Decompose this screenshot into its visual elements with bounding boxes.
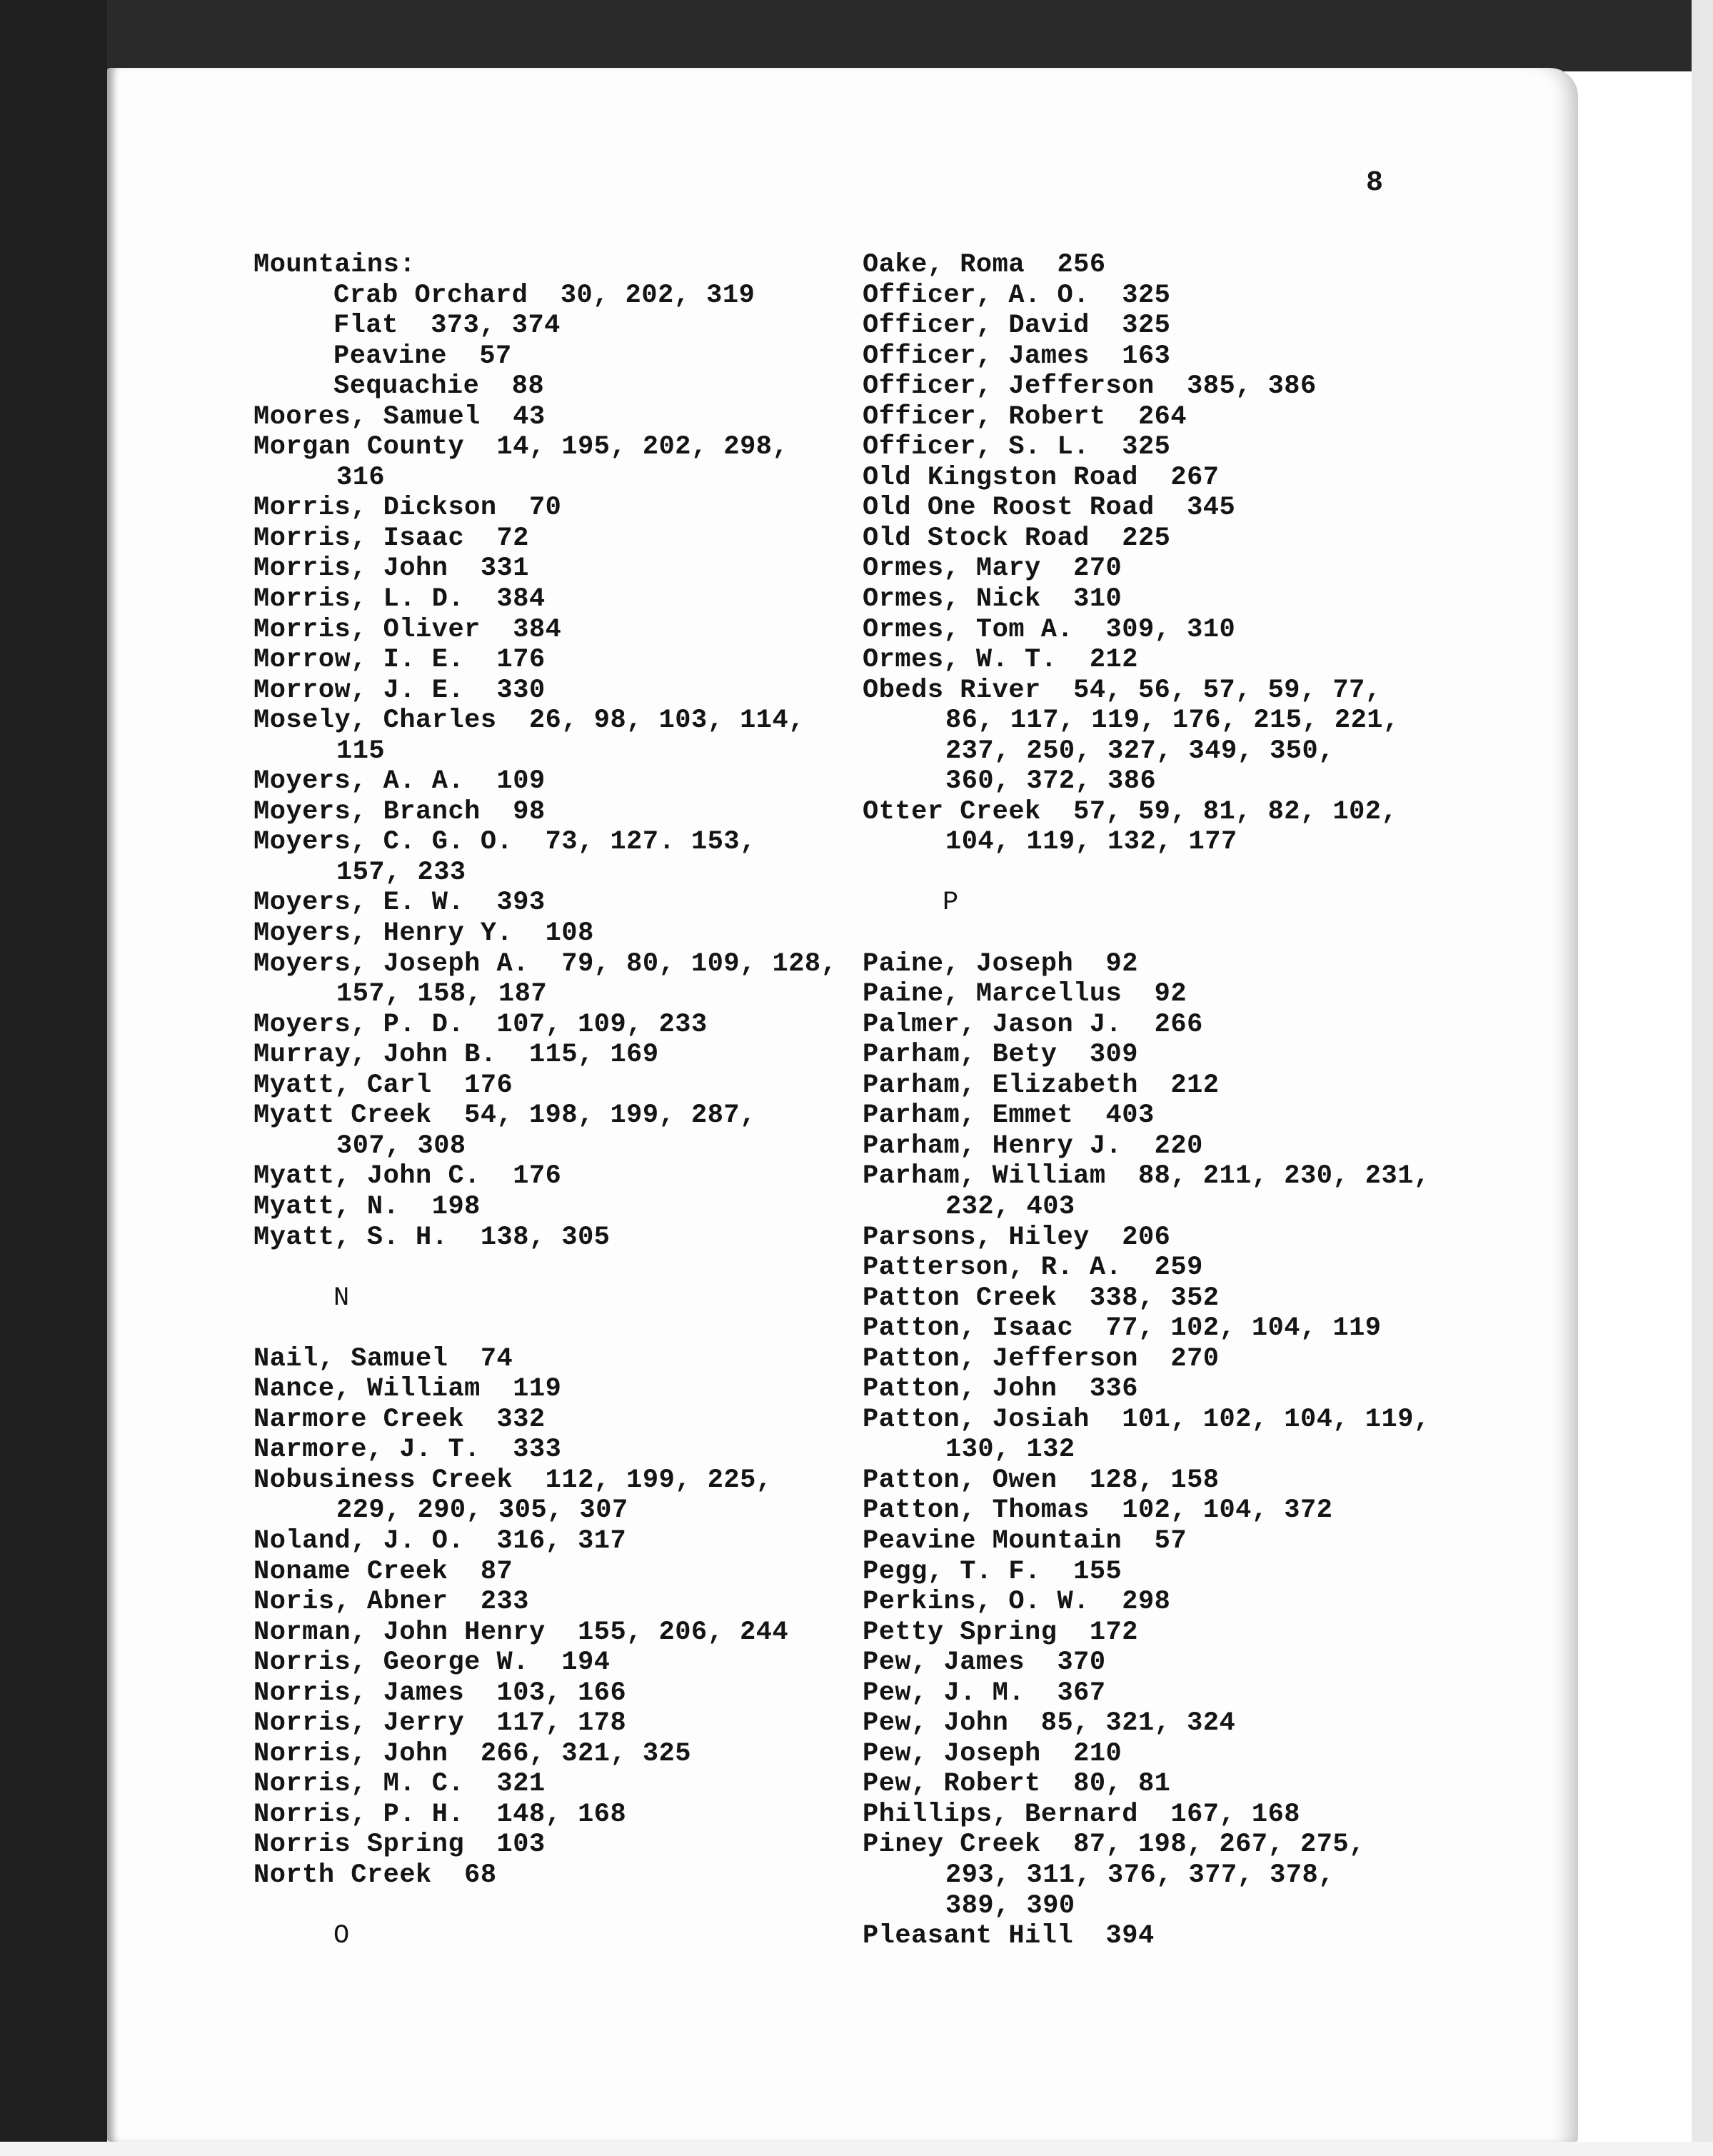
index-entry-continuation: 157, 233 [336, 857, 466, 888]
index-entry-continuation: 316 [336, 462, 386, 493]
index-entry: Phillips, Bernard 167, 168 [863, 1799, 1300, 1830]
index-entry: Mosely, Charles 26, 98, 103, 114, [253, 706, 805, 736]
index-entry: Parsons, Hiley 206 [863, 1222, 1171, 1253]
index-entry: Perkins, O. W. 298 [863, 1587, 1171, 1618]
page-number: 8 [1366, 167, 1384, 199]
index-entry: Peavine Mountain 57 [863, 1525, 1187, 1556]
index-entry: Oake, Roma 256 [863, 250, 1106, 280]
index-entry: Parham, William 88, 211, 230, 231, [863, 1161, 1430, 1192]
index-entry: Old Stock Road 225 [863, 523, 1171, 553]
index-entry: Patton, Thomas 102, 104, 372 [863, 1495, 1333, 1526]
blank-line [863, 918, 1430, 949]
index-entry: Pew, Joseph 210 [863, 1738, 1122, 1769]
index-entry: Moyers, P. D. 107, 109, 233 [253, 1009, 708, 1040]
index-entry-continuation: 360, 372, 386 [945, 766, 1157, 797]
index-entry: Norris, John 266, 321, 325 [253, 1738, 691, 1769]
index-entry-continuation: 229, 290, 305, 307 [336, 1495, 628, 1526]
index-entry: Patton, Josiah 101, 102, 104, 119, [863, 1404, 1430, 1435]
index-entry: Ormes, Tom A. 309, 310 [863, 614, 1236, 645]
index-entry: North Creek 68 [253, 1860, 497, 1890]
index-entry: Piney Creek 87, 198, 267, 275, [863, 1830, 1365, 1860]
index-entry: Parham, Elizabeth 212 [863, 1070, 1220, 1100]
index-entry: Moyers, Joseph A. 79, 80, 109, 128, [253, 948, 838, 979]
blank-line [863, 858, 1430, 888]
index-entry: Petty Spring 172 [863, 1617, 1138, 1648]
index-entry: Mountains: [253, 250, 416, 280]
index-entry: Moyers, Henry Y. 108 [253, 918, 594, 949]
index-entry: Parham, Bety 309 [863, 1040, 1138, 1071]
index-entry-continuation: 389, 390 [945, 1890, 1075, 1921]
index-subentry: Peavine 57 [333, 341, 512, 371]
index-entry: Pegg, T. F. 155 [863, 1556, 1122, 1587]
scan-border-bottom [0, 2142, 1713, 2156]
index-entry: Narmore Creek 332 [253, 1404, 546, 1435]
index-entry: Norris Spring 103 [253, 1830, 546, 1860]
index-entry: Noname Creek 87 [253, 1556, 513, 1587]
index-entry: Patterson, R. A. 259 [863, 1253, 1203, 1283]
index-entry: Pew, James 370 [863, 1648, 1106, 1678]
index-entry: Norman, John Henry 155, 206, 244 [253, 1617, 789, 1648]
index-entry: Morris, Isaac 72 [253, 523, 529, 553]
index-entry: Morrow, J. E. 330 [253, 675, 546, 706]
index-entry: Paine, Joseph 92 [863, 948, 1138, 979]
index-entry-continuation: 130, 132 [945, 1435, 1075, 1465]
index-entry: Morris, Dickson 70 [253, 493, 562, 523]
index-entry: Otter Creek 57, 59, 81, 82, 102, [863, 796, 1398, 827]
index-entry: Moyers, Branch 98 [253, 796, 546, 827]
section-letter-heading: P [943, 888, 959, 918]
section-letter-heading: N [333, 1283, 350, 1313]
index-entry: Pleasant Hill 394 [863, 1921, 1155, 1952]
index-entry: Patton Creek 338, 352 [863, 1283, 1220, 1313]
index-entry: Pew, J. M. 367 [863, 1678, 1106, 1708]
index-entry: Murray, John B. 115, 169 [253, 1040, 659, 1071]
blank-line [253, 1891, 837, 1922]
index-entry: Officer, S. L. 325 [863, 432, 1171, 463]
scan-border-left [0, 0, 107, 2156]
index-entry: Morgan County 14, 195, 202, 298, [253, 432, 789, 463]
index-entry: Pew, John 85, 321, 324 [863, 1708, 1236, 1739]
index-entry: Officer, David 325 [863, 311, 1171, 341]
index-entry: Narmore, J. T. 333 [253, 1435, 562, 1465]
index-entry: Myatt, Carl 176 [253, 1070, 513, 1100]
index-entry-continuation: 307, 308 [336, 1130, 466, 1161]
index-entry: Old Kingston Road 267 [863, 462, 1220, 493]
index-entry: Patton, Jefferson 270 [863, 1343, 1220, 1374]
index-entry: Old One Roost Road 345 [863, 493, 1236, 523]
index-entry-continuation: 157, 158, 187 [336, 979, 548, 1010]
index-entry: Myatt, John C. 176 [253, 1161, 562, 1192]
index-entry: Noland, J. O. 316, 317 [253, 1525, 627, 1556]
blank-line [253, 1313, 837, 1344]
index-entry: Moyers, A. A. 109 [253, 766, 546, 797]
index-entry: Paine, Marcellus 92 [863, 979, 1187, 1010]
index-entry: Myatt, S. H. 138, 305 [253, 1222, 611, 1253]
index-entry: Ormes, W. T. 212 [863, 645, 1138, 676]
index-entry: Officer, James 163 [863, 341, 1171, 371]
index-entry: Moores, Samuel 43 [253, 401, 546, 432]
index-entry: Morris, Oliver 384 [253, 614, 562, 645]
index-entry: Officer, Jefferson 385, 386 [863, 371, 1317, 402]
index-entry: Norris, George W. 194 [253, 1648, 611, 1678]
index-entry-continuation: 86, 117, 119, 176, 215, 221, [945, 706, 1400, 736]
index-subentry: Crab Orchard 30, 202, 319 [333, 280, 755, 311]
index-entry: Patton, Isaac 77, 102, 104, 119 [863, 1313, 1382, 1344]
blank-line [253, 1253, 837, 1283]
scan-border-top [0, 0, 1713, 71]
index-entry-continuation: 232, 403 [945, 1191, 1075, 1222]
index-entry: Obeds River 54, 56, 57, 59, 77, [863, 675, 1382, 706]
index-entry: Norris, James 103, 166 [253, 1678, 627, 1708]
index-entry: Norris, M. C. 321 [253, 1769, 546, 1800]
index-subentry: Flat 373, 374 [333, 311, 561, 341]
index-entry: Nance, William 119 [253, 1374, 562, 1405]
index-entry-continuation: 293, 311, 376, 377, 378, [945, 1860, 1335, 1890]
scan-border-right [1692, 0, 1713, 2156]
index-entry: Ormes, Nick 310 [863, 584, 1122, 615]
index-column-right [863, 250, 1430, 1952]
index-entry: Myatt Creek 54, 198, 199, 287, [253, 1100, 756, 1131]
index-entry-continuation: 237, 250, 327, 349, 350, [945, 736, 1335, 766]
index-entry: Morrow, I. E. 176 [253, 645, 546, 676]
index-entry: Parham, Henry J. 220 [863, 1130, 1203, 1161]
index-entry-continuation: 104, 119, 132, 177 [945, 827, 1237, 858]
index-subentry: Sequachie 88 [333, 371, 545, 402]
index-entry: Officer, A. O. 325 [863, 280, 1171, 311]
index-entry: Norris, P. H. 148, 168 [253, 1799, 627, 1830]
section-letter-heading: O [333, 1921, 350, 1952]
index-entry: Pew, Robert 80, 81 [863, 1769, 1171, 1800]
index-entry: Nail, Samuel 74 [253, 1343, 513, 1374]
index-column-left [253, 250, 837, 1952]
index-entry: Morris, John 331 [253, 553, 529, 584]
index-entry: Moyers, E. W. 393 [253, 888, 546, 918]
index-entry: Nobusiness Creek 112, 199, 225, [253, 1465, 773, 1495]
index-entry: Ormes, Mary 270 [863, 553, 1122, 584]
index-entry: Patton, Owen 128, 158 [863, 1465, 1220, 1495]
index-entry: Officer, Robert 264 [863, 401, 1187, 432]
index-entry: Parham, Emmet 403 [863, 1100, 1155, 1131]
index-entry-continuation: 115 [336, 736, 386, 766]
index-entry: Moyers, C. G. O. 73, 127. 153, [253, 827, 756, 858]
index-entry: Noris, Abner 233 [253, 1587, 529, 1618]
index-entry: Myatt, N. 198 [253, 1191, 481, 1222]
index-entry: Norris, Jerry 117, 178 [253, 1708, 627, 1739]
index-entry: Palmer, Jason J. 266 [863, 1009, 1203, 1040]
index-entry: Morris, L. D. 384 [253, 584, 546, 615]
index-entry: Patton, John 336 [863, 1374, 1138, 1405]
